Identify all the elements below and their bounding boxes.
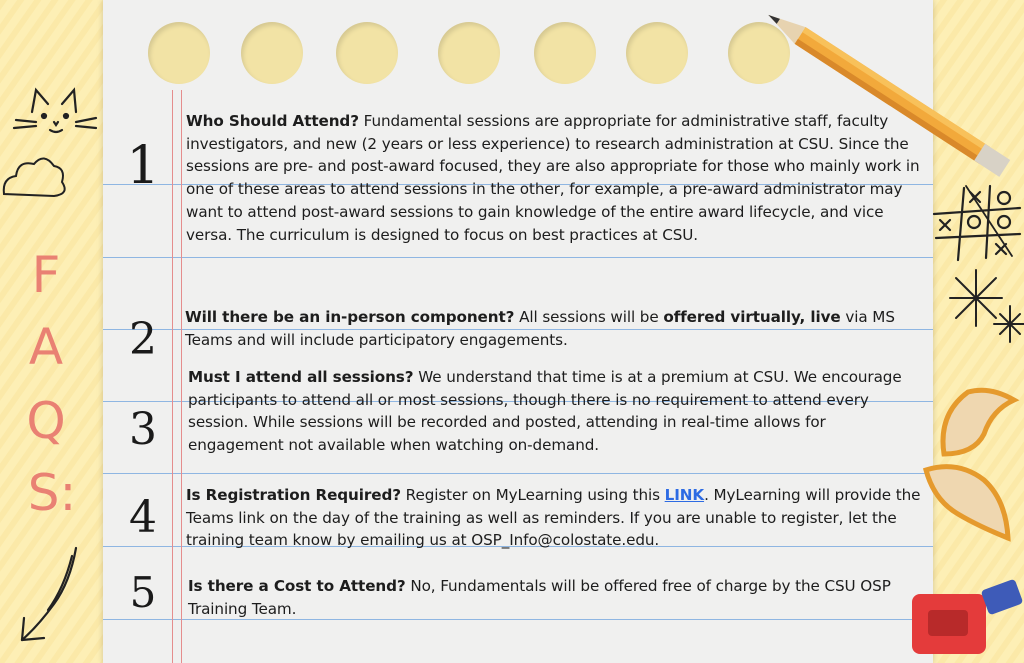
faq-number: 3: [129, 404, 157, 455]
cloud-doodle-icon: [0, 148, 70, 208]
faq-question: Will there be an in-person component?: [185, 308, 515, 326]
faq-item-2: [185, 306, 925, 351]
binder-hole: [534, 22, 596, 84]
faq-number: 4: [129, 492, 157, 543]
faqs-letter-q: Q: [26, 392, 66, 450]
margin-line: [172, 90, 173, 663]
binder-hole: [438, 22, 500, 84]
faq-answer: via MS Teams and will include participatory engagements.: [185, 308, 895, 349]
ruled-line: [103, 473, 933, 474]
faq-item-4: [186, 484, 926, 552]
ruled-line: [103, 257, 933, 258]
faqs-letter-f: F: [31, 246, 61, 304]
faq-answer: Register on MyLearning using this: [400, 486, 665, 504]
pencil-icon: [744, 2, 1024, 177]
faq-number: 1: [126, 136, 160, 196]
faq-answer: All sessions will be: [514, 308, 664, 326]
binder-hole: [626, 22, 688, 84]
faq-answer: Fundamental sessions are appropriate for administrative staff, faculty investigators, and new (2 years or less experience) to research administration at CSU. Since the sessions are pre- and post-award focused, they are also appropriate for those who mainly work in one of these areas to attend sessions in the other, for example, a pre-award administrator may want to attend post-award sessions to gain knowledge of the entire award lifecycle, and vice versa. The curriculum is designed to focus on best practices at CSU.: [186, 112, 920, 244]
faq-question: Is there a Cost to Attend?: [188, 577, 406, 595]
faq-item-3: [188, 366, 918, 457]
faq-item-5: [188, 575, 928, 620]
faq-answer: No, Fundamentals will be offered free of charge by the CSU OSP Training Team.: [188, 577, 891, 618]
binder-hole: [148, 22, 210, 84]
faq-answer: We understand that time is at a premium at CSU. We encourage participants to attend all or most sessions, though there is no requirement to attend every session. While sessions will be recorded and posted, attending in real-time allows for engagement not available when watching on-demand.: [188, 368, 902, 455]
faq-answer: . MyLearning will provide the Teams link on the day of the training as well as reminders. If you are unable to register, let the training team know by emailing us at OSP_Info@colostate.edu.: [186, 486, 921, 550]
faq-question: Must I attend all sessions?: [188, 368, 414, 386]
pencil-shaving-icon: [934, 384, 1024, 464]
faq-question: Who Should Attend?: [186, 112, 359, 130]
arrow-doodle-icon: [10, 542, 90, 652]
tic-tac-toe-doodle-icon: [930, 184, 1024, 264]
margin-line: [181, 90, 182, 663]
binder-hole: [336, 22, 398, 84]
star-doodle-icon: [944, 266, 1024, 346]
faqs-letter-a: A: [28, 318, 64, 376]
faq-answer-emphasis: offered virtually, live: [663, 308, 841, 326]
faqs-letter-s: S:: [27, 464, 77, 522]
faq-number: 5: [129, 568, 157, 617]
pencil-sharpener-icon: [906, 566, 1024, 663]
faq-question: Is Registration Required?: [186, 486, 401, 504]
registration-link[interactable]: LINK: [664, 486, 705, 504]
cat-doodle-icon: [10, 82, 100, 152]
pencil-shaving-icon: [918, 456, 1018, 544]
binder-hole: [241, 22, 303, 84]
faq-number: 2: [129, 314, 157, 365]
